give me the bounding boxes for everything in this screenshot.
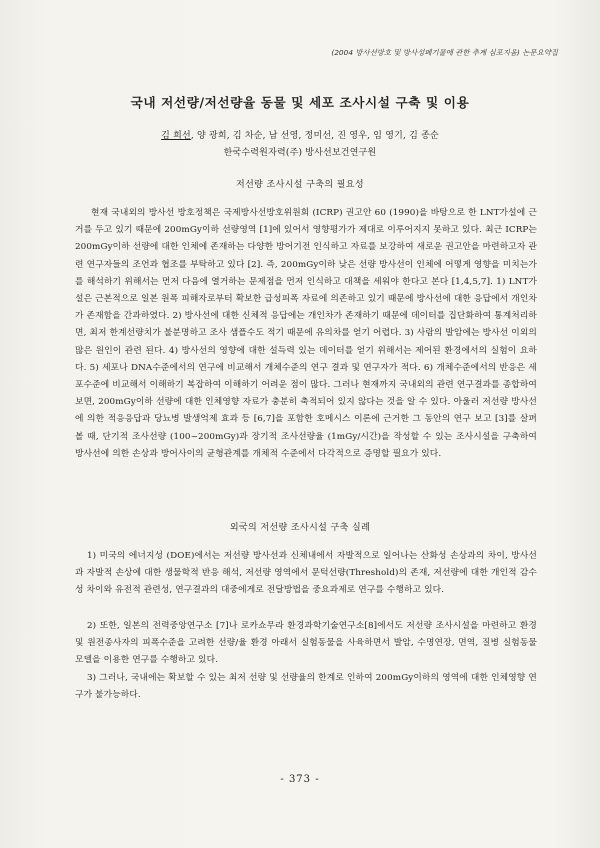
section-heading-necessity: 저선량 조사시설 구축의 필요성 (235, 180, 364, 190)
running-head: (2004 방사선방호 및 방사성폐기물에 관한 추계 심포지움) 논문요약집 (331, 48, 558, 57)
author-affiliation: 한국수력원자력(주) 방사선보건연구원 (223, 148, 377, 158)
page-number: - 373 - (280, 774, 320, 785)
body-paragraph-japan: 2) 또한, 일본의 전력중앙연구소 [7]나 로카쇼무라 환경과학기술연구소[8]에서도 저선량 조사시설을 마련하고 환경 및 원전종사자의 피폭수준을 고려한 선량/율 환경 아래서 실험동물을 사육하면서 발암, 수명연장, 면역, 질병 실험동물 모델을 이용한 연구를 수행하고 있다. (75, 621, 537, 666)
paper-title: 국내 저선량/저선량율 동물 및 세포 조사시설 구축 및 이용 (130, 95, 470, 110)
author-list (0, 128, 600, 141)
body-paragraph-necessity: 현재 국내외의 방사선 방호정책은 국제방사선방호위원회 (ICRP) 권고안 60 (1990)을 바탕으로 한 LNT가설에 근거를 두고 있기 때문에 200mGy이하 선량영역 [1]에 있어서 영향평가가 제대로 이루어지지 못하고 있다. 최근 ICRP는 200mGy이하 선량에 대한 인체에 존재하는 다양한 방어기전 인식하고 자료를 보강하여 새로운 권고안을 마련하고자 관련 연구자들의 조언과 협조를 부탁하고 있다 [2]. 즉, 200mGy이하 낮은 선량 방사선이 인체에 어떻게 영향을 미치는가를 해석하기 위해서는 먼저 다음에 열거하는 문제점을 먼저 인식하고 대책을 세워야 한다고 본다 [1,4,5,7]. 1) LNT가설은 근본적으로 일본 원폭 피해자로부터 확보한 급성피폭 자료에 의존하고 있기 때문에 방사선에 대한 응답에서 개인차가 존재함을 간과하였다. 2) 방사선에 대한 신체적 응답에는 개인차가 존재하기 때문에 데이터를 집단화하여 통계처리하면, 최저 한계선량치가 불분명하고 조사 샘플수도 적기 때문에 유의차를 얻기 어렵다. 3) 사람의 발암에는 방사선 이외의 많은 원인이 관련 된다. 4) 방사선의 영향에 대한 설득력 있는 데이터를 얻기 위해서는 제어된 환경에서의 실험이 요하다. 5) 세포나 DNA수준에서의 연구에 비교해서 개체수준의 연구 결과 및 연구자가 적다. 6) 개체수준에서의 반응은 세포수준에 비교해서 이해하기 복잡하여 이해하기 어려운 점이 많다. 그러나 현재까지 국내외의 관련 연구결과를 종합하여 보면, 200mGy이하 선량에 대한 인체영향 자료가 충분히 축적되어 있지 않다는 것을 알 수 있다. 아울러 저선량 방사선에 의한 적응응답과 당뇨병 발생억제 효과 등 [6,7]을 포함한 호메시스 이론에 근거한 그 동안의 연구 보고 [3]를 살펴 볼 때, 단기적 조사선량 (100~200mGy)과 장기적 조사선량율 (1mGy/시간)을 작성할 수 있는 조사시설을 구축하여 방사선에 의한 손상과 방어사이의 균형관계를 개체적 수준에서 다각적으로 증명할 필요가 있다. (75, 208, 537, 459)
section-heading-foreign-examples: 외국의 저선량 조사시설 구축 실례 (229, 523, 371, 533)
body-paragraph-korea: 3) 그러나, 국내에는 확보할 수 있는 최저 선량 및 선량율의 한계로 인하여 200mGy이하의 영역에 대한 인체영향 연구가 불가능하다. (75, 673, 537, 701)
body-paragraph-doe: 1) 미국의 에너지성 (DOE)에서는 저선량 방사선과 신체내에서 자발적으로 일어나는 산화성 손상과의 차이, 방사선과 자발적 손상에 대한 생물학적 반응 해석, 저선량 영역에서 문턱선량(Threshold)의 존재, 저선량에 대한 개인적 감수성 차이와 유전적 관련성, 연구결과의 대중에게로 전달방법을 중요과제로 연구를 수행하고 있다. (75, 551, 537, 596)
first-author: 김 희선 (161, 131, 191, 141)
co-authors: , 양 광희, 김 차순, 남 선영, 정미선, 진 영우, 임 영기, 김 종순 (190, 131, 439, 141)
